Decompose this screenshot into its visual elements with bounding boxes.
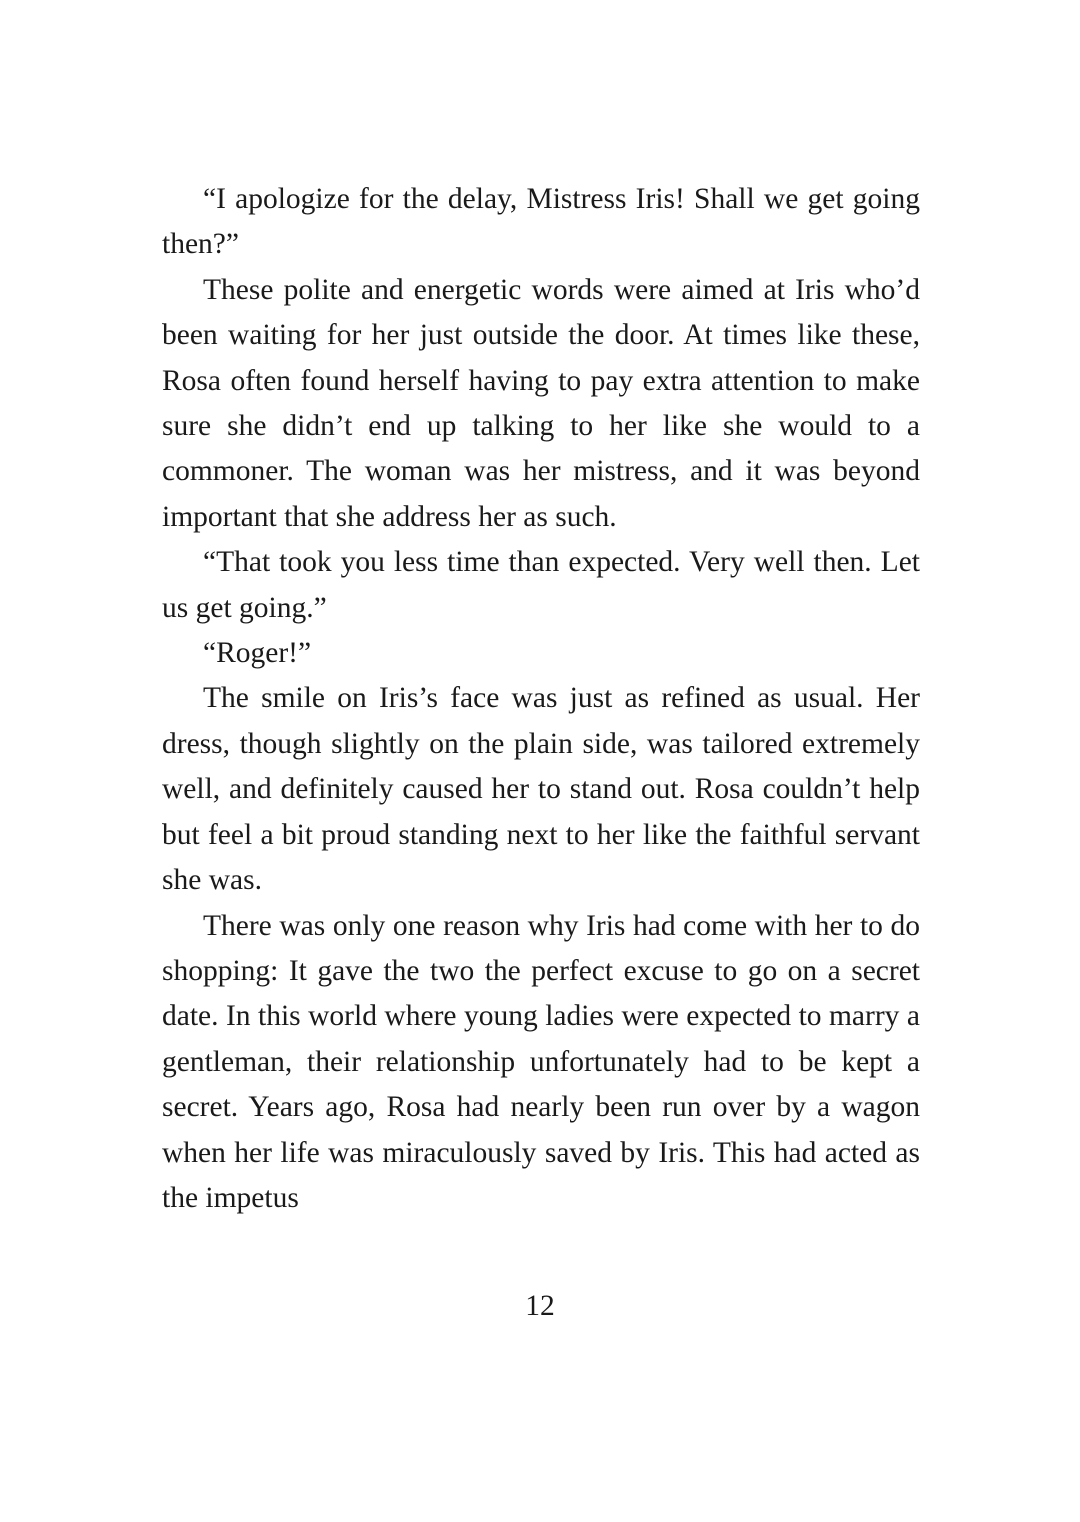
paragraph: The smile on Iris’s face was just as refined as usual. Her dress, though slightly on the plain side, was tailored extremely well, and definitely caused her to stand out. Rosa couldn’t help but feel a bit proud standing next to her like the faithful servant she was.: [162, 682, 920, 897]
paragraph: “That took you less time than expected. Very well then. Let us get going.”: [162, 546, 920, 624]
paragraph: There was only one reason why Iris had come with her to do shopping: It gave the two the perfect excuse to go on a secret date. In this world where young ladies were expected to marry a gentleman, their relationship unfortunately had to be kept a secret. Years ago, Rosa had nearly been run over by a wagon when her life was miraculously saved by Iris. This had acted as the impetus: [162, 909, 920, 1214]
paragraph: These polite and energetic words were aimed at Iris who’d been waiting for her just outside the door. At times like these, Rosa often found herself having to pay extra attention to make sure she didn’t end up talking to her like she would to a commoner. The woman was her mistress, and it was beyond important that she address her as such.: [162, 273, 920, 533]
page-number: 12: [525, 1290, 555, 1322]
body-text: [162, 177, 920, 1221]
paragraph: “Roger!”: [203, 637, 312, 670]
paragraph: “I apologize for the delay, Mistress Iris! Shall we get going then?”: [162, 183, 920, 261]
